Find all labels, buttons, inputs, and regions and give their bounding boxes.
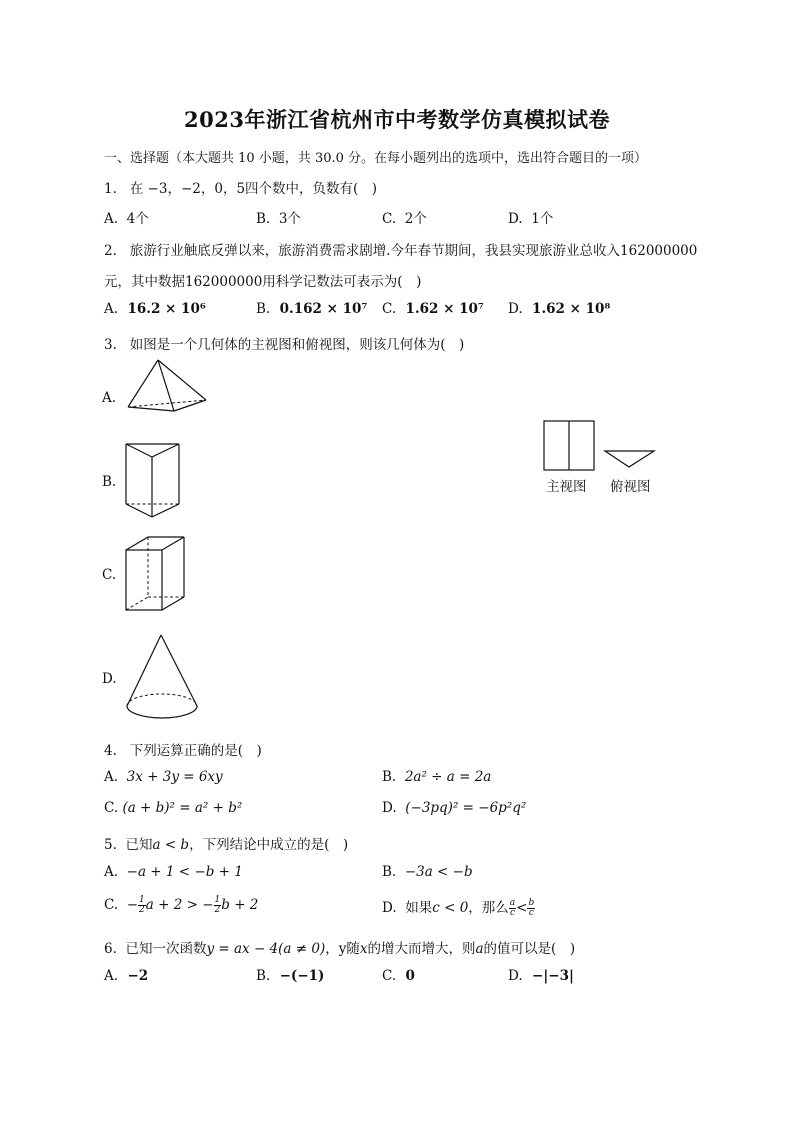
triangular-prism-figure[interactable]: [124, 442, 182, 520]
section-heading: 一、选择题（本大题共 10 小题，共 30.0 分。在每小题列出的选项中，选出符合题目的一项）: [104, 151, 648, 166]
option-b-label[interactable]: B.: [102, 474, 117, 490]
option-a[interactable]: A. 16.2 × 10⁶: [104, 301, 206, 317]
option-b[interactable]: B. 0.162 × 10⁷: [256, 301, 368, 317]
question-stem: 在 −3，−2，0，5四个数中，负数有( ): [129, 181, 378, 197]
option-b[interactable]: B. −3a < −b: [382, 864, 473, 880]
question-4: [104, 739, 262, 759]
option-c-label[interactable]: C.: [102, 567, 117, 583]
question-number: 1.: [104, 181, 117, 197]
option-c[interactable]: C. 1.62 × 10⁷: [382, 301, 484, 317]
question-number: 6.: [104, 941, 117, 957]
option-b[interactable]: B. −(−1): [256, 968, 325, 984]
top-view-figure: [604, 450, 656, 470]
question-stem-line1: 旅游行业触底反弹以来，旅游消费需求剧增.今年春节期间，我县实现旅游业总收入162000000: [129, 243, 698, 259]
question-2-line2: 元，其中数据162000000用科学记数法可表示为( ): [104, 274, 422, 290]
option-d[interactable]: D. 1.62 × 10⁸: [508, 301, 611, 317]
option-b[interactable]: B. 2a² ÷ a = 2a: [382, 769, 492, 785]
option-c[interactable]: C. − $\frac{1}{2}$ a + 2 > − $\frac{1}{2}$ b + 2: [104, 895, 259, 915]
option-d-label[interactable]: D.: [102, 671, 117, 687]
question-5: 5. 已知a < b，下列结论中成立的是( ): [104, 837, 349, 853]
option-d[interactable]: D. 1个: [508, 211, 554, 227]
question-number: 4.: [104, 743, 117, 759]
option-a-label[interactable]: A.: [102, 390, 117, 406]
question-6: 6. 已知一次函数y = ax − 4(a ≠ 0)，y随x的增大而增大，则a的值可以是( ): [104, 941, 576, 957]
question-1: [104, 177, 377, 197]
page-title: 2023年浙江省杭州市中考数学仿真模拟试卷: [184, 107, 610, 132]
question-stem: 下列运算正确的是( ): [129, 743, 262, 759]
question-number: 3.: [104, 337, 117, 353]
cuboid-figure[interactable]: [124, 535, 186, 613]
question-number: 2.: [104, 243, 117, 259]
front-view-label: 主视图: [546, 479, 587, 495]
triangular-pyramid-figure[interactable]: [124, 358, 210, 414]
question-2: [104, 239, 697, 259]
option-b[interactable]: B. 3个: [256, 211, 301, 227]
question-3: [104, 333, 464, 353]
question-number: 5.: [104, 837, 117, 853]
option-a[interactable]: A. −a + 1 < −b + 1: [104, 864, 243, 880]
front-view-figure: [543, 420, 597, 472]
top-view-label: 俯视图: [610, 479, 651, 495]
option-a[interactable]: A. 3x + 3y = 6xy: [104, 769, 223, 785]
option-d[interactable]: D. (−3pq)² = −6p²q²: [382, 800, 527, 816]
option-d[interactable]: D. −|−3|: [508, 968, 574, 984]
option-d[interactable]: D. 如果c < 0，那么 $\frac{a}{c}$ < $\frac{b}{c}$: [382, 898, 535, 918]
cone-figure[interactable]: [124, 633, 204, 723]
option-c[interactable]: C. (a + b)² = a² + b²: [104, 800, 243, 816]
option-c[interactable]: C. 0: [382, 968, 415, 984]
option-c[interactable]: C. 2个: [382, 211, 427, 227]
option-a[interactable]: A. 4个: [104, 211, 149, 227]
option-a[interactable]: A. −2: [104, 968, 149, 984]
question-stem: 如图是一个几何体的主视图和俯视图，则该几何体为( ): [129, 337, 465, 353]
